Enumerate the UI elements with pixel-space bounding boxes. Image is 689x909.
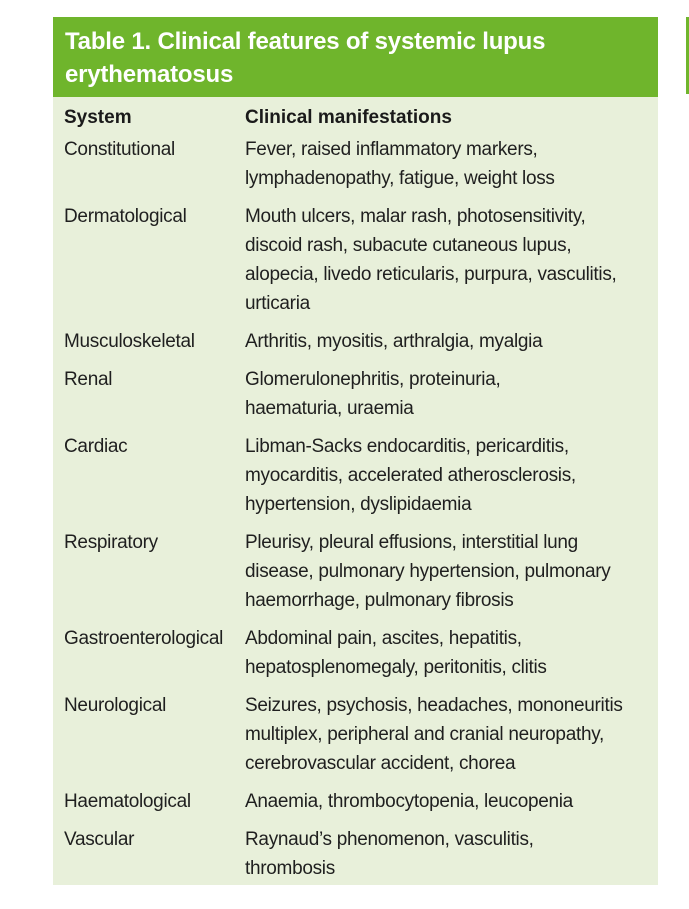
manifestations-line: cerebrovascular accident, chorea <box>245 753 516 774</box>
manifestations-line: hepatosplenomegaly, peritonitis, clitis <box>245 657 547 678</box>
manifestations-line: Glomerulonephritis, proteinuria, <box>245 369 501 390</box>
system-cell: Respiratory <box>64 532 158 553</box>
manifestations-cell <box>245 432 658 519</box>
manifestations-line: Mouth ulcers, malar rash, photosensitivity, <box>245 206 586 227</box>
table-row <box>53 528 658 615</box>
table-row <box>53 135 658 193</box>
table-title-bar <box>53 17 658 97</box>
system-cell: Musculoskeletal <box>64 331 195 352</box>
system-cell: Gastroenterological <box>64 628 224 649</box>
manifestations-line: disease, pulmonary hypertension, pulmonary <box>245 561 611 582</box>
system-cell: Constitutional <box>64 139 175 160</box>
system-cell: Dermatological <box>64 206 187 227</box>
manifestations-line: Raynaud’s phenomenon, vasculitis, <box>245 829 534 850</box>
manifestations-cell <box>245 787 658 816</box>
manifestations-line: discoid rash, subacute cutaneous lupus, <box>245 235 572 256</box>
table-body <box>53 135 658 883</box>
manifestations-cell <box>245 528 658 615</box>
table-row <box>53 787 658 816</box>
table-title-line-1: Table 1. Clinical features of systemic lupus <box>65 28 546 55</box>
manifestations-line: haemorrhage, pulmonary fibrosis <box>245 590 514 611</box>
system-cell: Vascular <box>64 829 135 850</box>
table-row <box>53 327 658 356</box>
manifestations-cell <box>245 365 658 423</box>
table-row <box>53 202 658 318</box>
system-cell: Neurological <box>64 695 167 716</box>
manifestations-line: myocarditis, accelerated atherosclerosis, <box>245 465 576 486</box>
manifestations-line: Pleurisy, pleural effusions, interstitial lung <box>245 532 578 553</box>
manifestations-line: Anaemia, thrombocytopenia, leucopenia <box>245 791 573 812</box>
manifestations-line: thrombosis <box>245 858 335 879</box>
system-cell: Haematological <box>64 791 191 812</box>
manifestations-line: lymphadenopathy, fatigue, weight loss <box>245 168 555 189</box>
table-row <box>53 624 658 682</box>
manifestations-line: Seizures, psychosis, headaches, mononeuritis <box>245 695 623 716</box>
manifestations-line: haematuria, uraemia <box>245 398 414 419</box>
manifestations-line: urticaria <box>245 293 310 314</box>
manifestations-line: Abdominal pain, ascites, hepatitis, <box>245 628 522 649</box>
manifestations-cell <box>245 135 658 193</box>
manifestations-line: alopecia, livedo reticularis, purpura, vasculitis, <box>245 264 617 285</box>
manifestations-line: hypertension, dyslipidaemia <box>245 494 472 515</box>
manifestations-cell <box>245 327 658 356</box>
manifestations-cell <box>245 624 658 682</box>
manifestations-cell <box>245 825 658 883</box>
clinical-features-table <box>53 17 658 885</box>
manifestations-line: Fever, raised inflammatory markers, <box>245 139 538 160</box>
column-header-system: System <box>64 107 132 128</box>
table-row <box>53 825 658 883</box>
manifestations-line: Arthritis, myositis, arthralgia, myalgia <box>245 331 543 352</box>
system-cell: Cardiac <box>64 436 128 457</box>
table-title-line-2: erythematosus <box>65 61 234 88</box>
manifestations-cell <box>245 691 658 778</box>
table-title <box>65 25 646 91</box>
column-header-manifestations: Clinical manifestations <box>245 107 452 128</box>
manifestations-line: multiplex, peripheral and cranial neuropathy, <box>245 724 604 745</box>
manifestations-cell <box>245 202 658 318</box>
system-cell: Renal <box>64 369 113 390</box>
table-row <box>53 691 658 778</box>
table-row <box>53 365 658 423</box>
table-row <box>53 432 658 519</box>
column-headers <box>53 97 658 135</box>
manifestations-line: Libman-Sacks endocarditis, pericarditis, <box>245 436 569 457</box>
